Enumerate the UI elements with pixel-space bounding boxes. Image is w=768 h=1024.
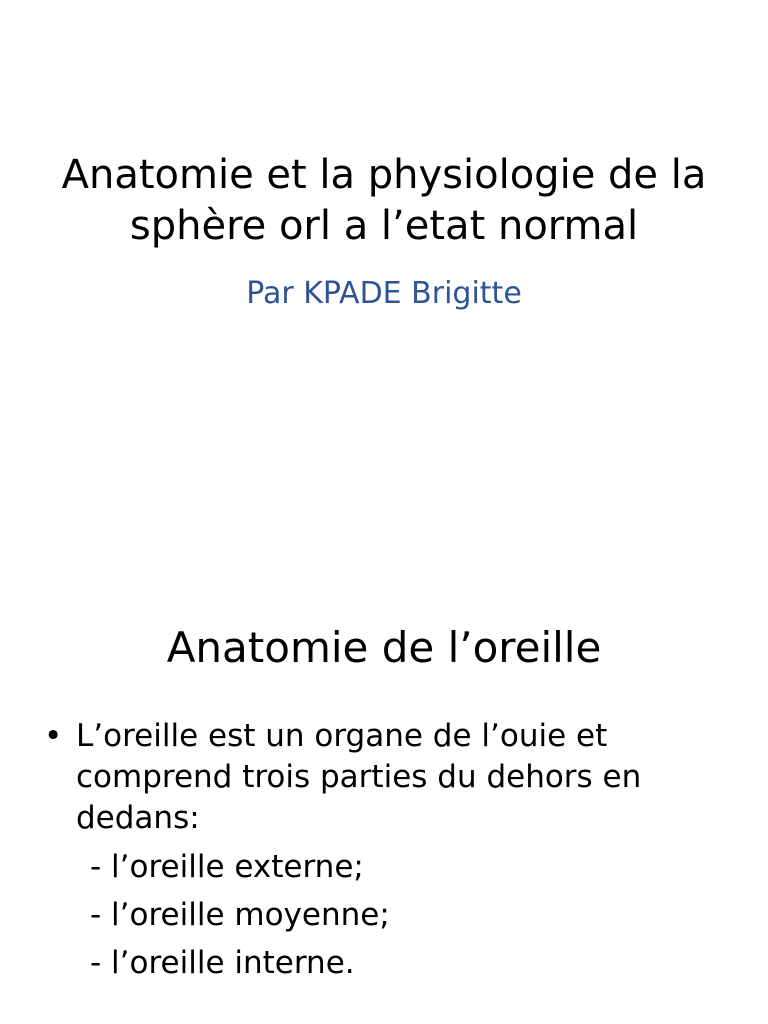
presentation-title: Anatomie et la physiologie de la sphère orl a l’etat normal [61, 152, 707, 249]
bullet-dot-icon: • [44, 718, 63, 754]
slide-heading: Anatomie de l’oreille [166, 623, 602, 672]
sub-item-external-ear: - l’oreille externe; [90, 849, 364, 885]
bullet-item [40, 716, 728, 987]
sub-item-middle-ear: - l’oreille moyenne; [90, 897, 390, 933]
bullet-text: L’oreille est un organe de l’ouie et comprend trois parties du dehors en dedans: [76, 718, 642, 836]
presentation-subtitle: Par KPADE Brigitte [246, 276, 522, 311]
content-slide [0, 512, 768, 1024]
sub-list [76, 843, 728, 987]
sub-item-inner-ear: - l’oreille interne. [90, 945, 355, 981]
bullet-list [40, 716, 728, 987]
title-block [40, 150, 728, 314]
